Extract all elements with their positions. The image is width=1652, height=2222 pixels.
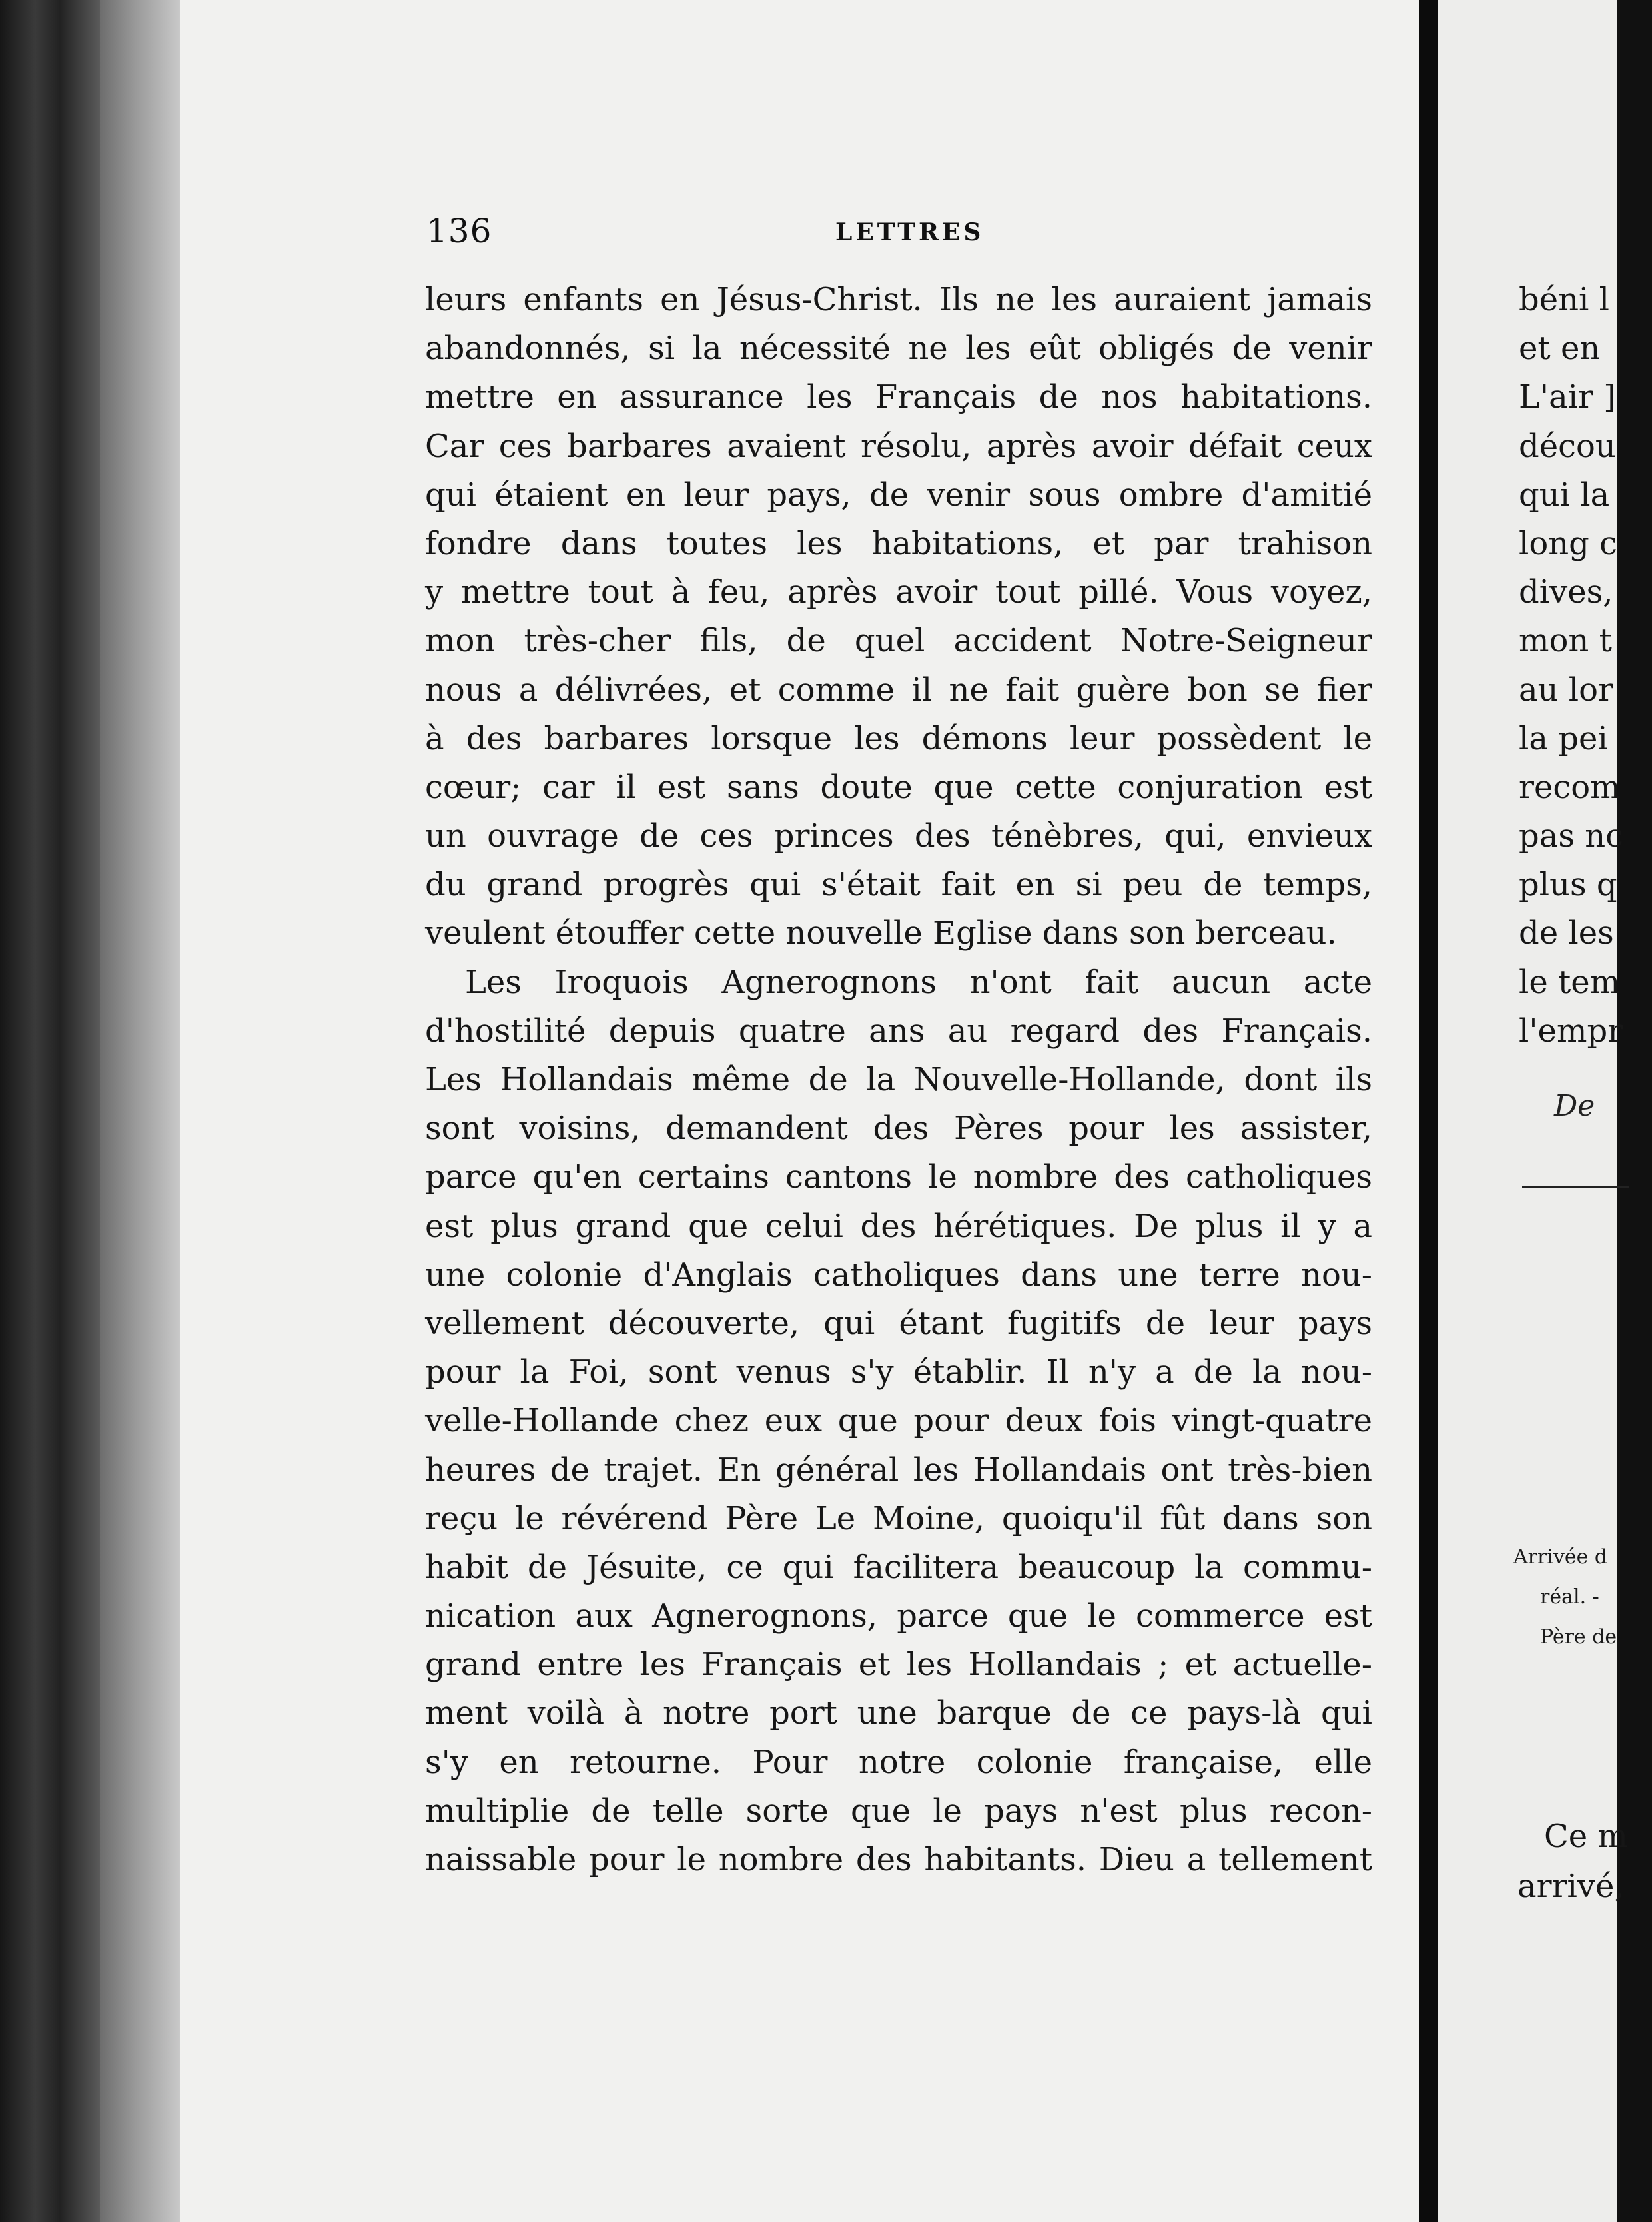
text-line: ment voilà à notre port une barque de ce pays-là qui (425, 1694, 1372, 1732)
text-line: abandonnés, si la nécessité ne les eût obligés de venir (425, 330, 1372, 368)
text-line: mettre en assurance les Français de nos habitations. (425, 378, 1372, 416)
text-line: sont voisins, demandent des Pères pour les assister, (425, 1110, 1372, 1148)
text-line: qui étaient en leur pays, de venir sous ombre d'amitié (425, 476, 1372, 514)
page-edge-shadow (100, 0, 180, 2222)
text-line: veulent étouffer cette nouvelle Eglise dans son berceau. (425, 915, 1337, 952)
text-line: y mettre tout à feu, après avoir tout pillé. Vous voyez, (425, 573, 1372, 611)
right-text-line: béni l (1519, 281, 1610, 318)
text-line: habit de Jésuite, ce qui facilitera beaucoup la commu- (425, 1548, 1372, 1586)
summary-line: réal. - (1540, 1585, 1599, 1609)
text-line: leurs enfants en Jésus-Christ. Ils ne les auraient jamais (425, 281, 1372, 318)
right-text-line: long c (1519, 524, 1618, 562)
right-text-line: dives, (1519, 573, 1613, 611)
text-line: pour la Foi, sont venus s'y établir. Il n'y a de la nou- (425, 1353, 1372, 1391)
right-text-line: plus q (1519, 866, 1617, 904)
text-line: grand entre les Français et les Hollandais ; et actuelle- (425, 1646, 1372, 1684)
right-text-line: de les (1519, 915, 1614, 952)
right-text-line: et en (1519, 330, 1601, 368)
summary-line: Arrivée d (1513, 1545, 1608, 1569)
text-line: heures de trajet. En général les Hollandais ont très-bien (425, 1451, 1372, 1489)
text-line: naissable pour le nombre des habitants. Dieu a tellement (425, 1841, 1372, 1878)
text-line: une colonie d'Anglais catholiques dans une terre nou- (425, 1256, 1372, 1294)
right-text-line: mon t (1519, 622, 1612, 660)
text-line: du grand progrès qui s'était fait en si peu de temps, (425, 866, 1372, 904)
text-line: fondre dans toutes les habitations, et par trahison (425, 524, 1372, 562)
right-text-line: recom (1519, 768, 1621, 806)
right-text-line: pas nc (1519, 817, 1624, 855)
text-line: cœur; car il est sans doute que cette conjuration est (425, 768, 1372, 806)
text-line: velle-Hollande chez eux que pour deux fois vingt-quatre (425, 1402, 1372, 1440)
text-line: un ouvrage de ces princes des ténèbres, qui, envieux (425, 817, 1372, 855)
summary-line: Père de (1540, 1625, 1617, 1649)
text-line: mon très-cher fils, de quel accident Notre-Seigneur (425, 622, 1372, 660)
text-line: nication aux Agnerognons, parce que le commerce est (425, 1597, 1372, 1635)
page-header (426, 212, 1372, 252)
right-text-line: arrivé, (1517, 1868, 1625, 1905)
right-text-line: le tem (1519, 963, 1621, 1001)
running-title: LETTRES (835, 218, 985, 246)
right-page-heading-fragment: De (1554, 1089, 1595, 1123)
text-line: multiplie de telle sorte que le pays n'est plus recon- (425, 1792, 1372, 1830)
text-line: reçu le révérend Père Le Moine, quoiqu'il fût dans son (425, 1499, 1372, 1537)
right-text-line: Ce m (1544, 1818, 1628, 1855)
right-text-line: l'empr (1519, 1012, 1623, 1050)
book-binding (0, 0, 100, 2222)
section-rule (1522, 1186, 1629, 1188)
text-line: Les Hollandais même de la Nouvelle-Hollande, dont ils (425, 1061, 1372, 1098)
text-line: Car ces barbares avaient résolu, après avoir défait ceux (425, 427, 1372, 465)
text-line: d'hostilité depuis quatre ans au regard des Français. (425, 1012, 1372, 1050)
text-line: à des barbares lorsque les démons leur possèdent le (425, 719, 1372, 757)
page-number: 136 (426, 212, 492, 250)
text-line: est plus grand que celui des hérétiques. De plus il y a (425, 1207, 1372, 1245)
main-text-block (425, 276, 1372, 1884)
text-line: vellement découverte, qui étant fugitifs de leur pays (425, 1304, 1372, 1342)
right-text-line: qui la (1519, 476, 1610, 514)
book-gutter (1419, 0, 1438, 2222)
right-page-text (1519, 276, 1652, 1056)
right-page-summary (1513, 1537, 1617, 1657)
text-line: parce qu'en certains cantons le nombre des catholiques (425, 1158, 1372, 1196)
text-line: nous a délivrées, et comme il ne fait guère bon se fier (425, 671, 1372, 709)
right-text-line: au lor (1519, 671, 1613, 709)
right-text-line: L'air ] (1519, 378, 1616, 416)
text-line: Les Iroquois Agnerognons n'ont fait aucun acte (465, 963, 1372, 1001)
right-text-line: la pei (1519, 719, 1608, 757)
right-text-line: décou (1519, 427, 1616, 465)
text-line: s'y en retourne. Pour notre colonie française, elle (425, 1743, 1372, 1781)
right-page-bottom-text (1517, 1812, 1628, 1912)
